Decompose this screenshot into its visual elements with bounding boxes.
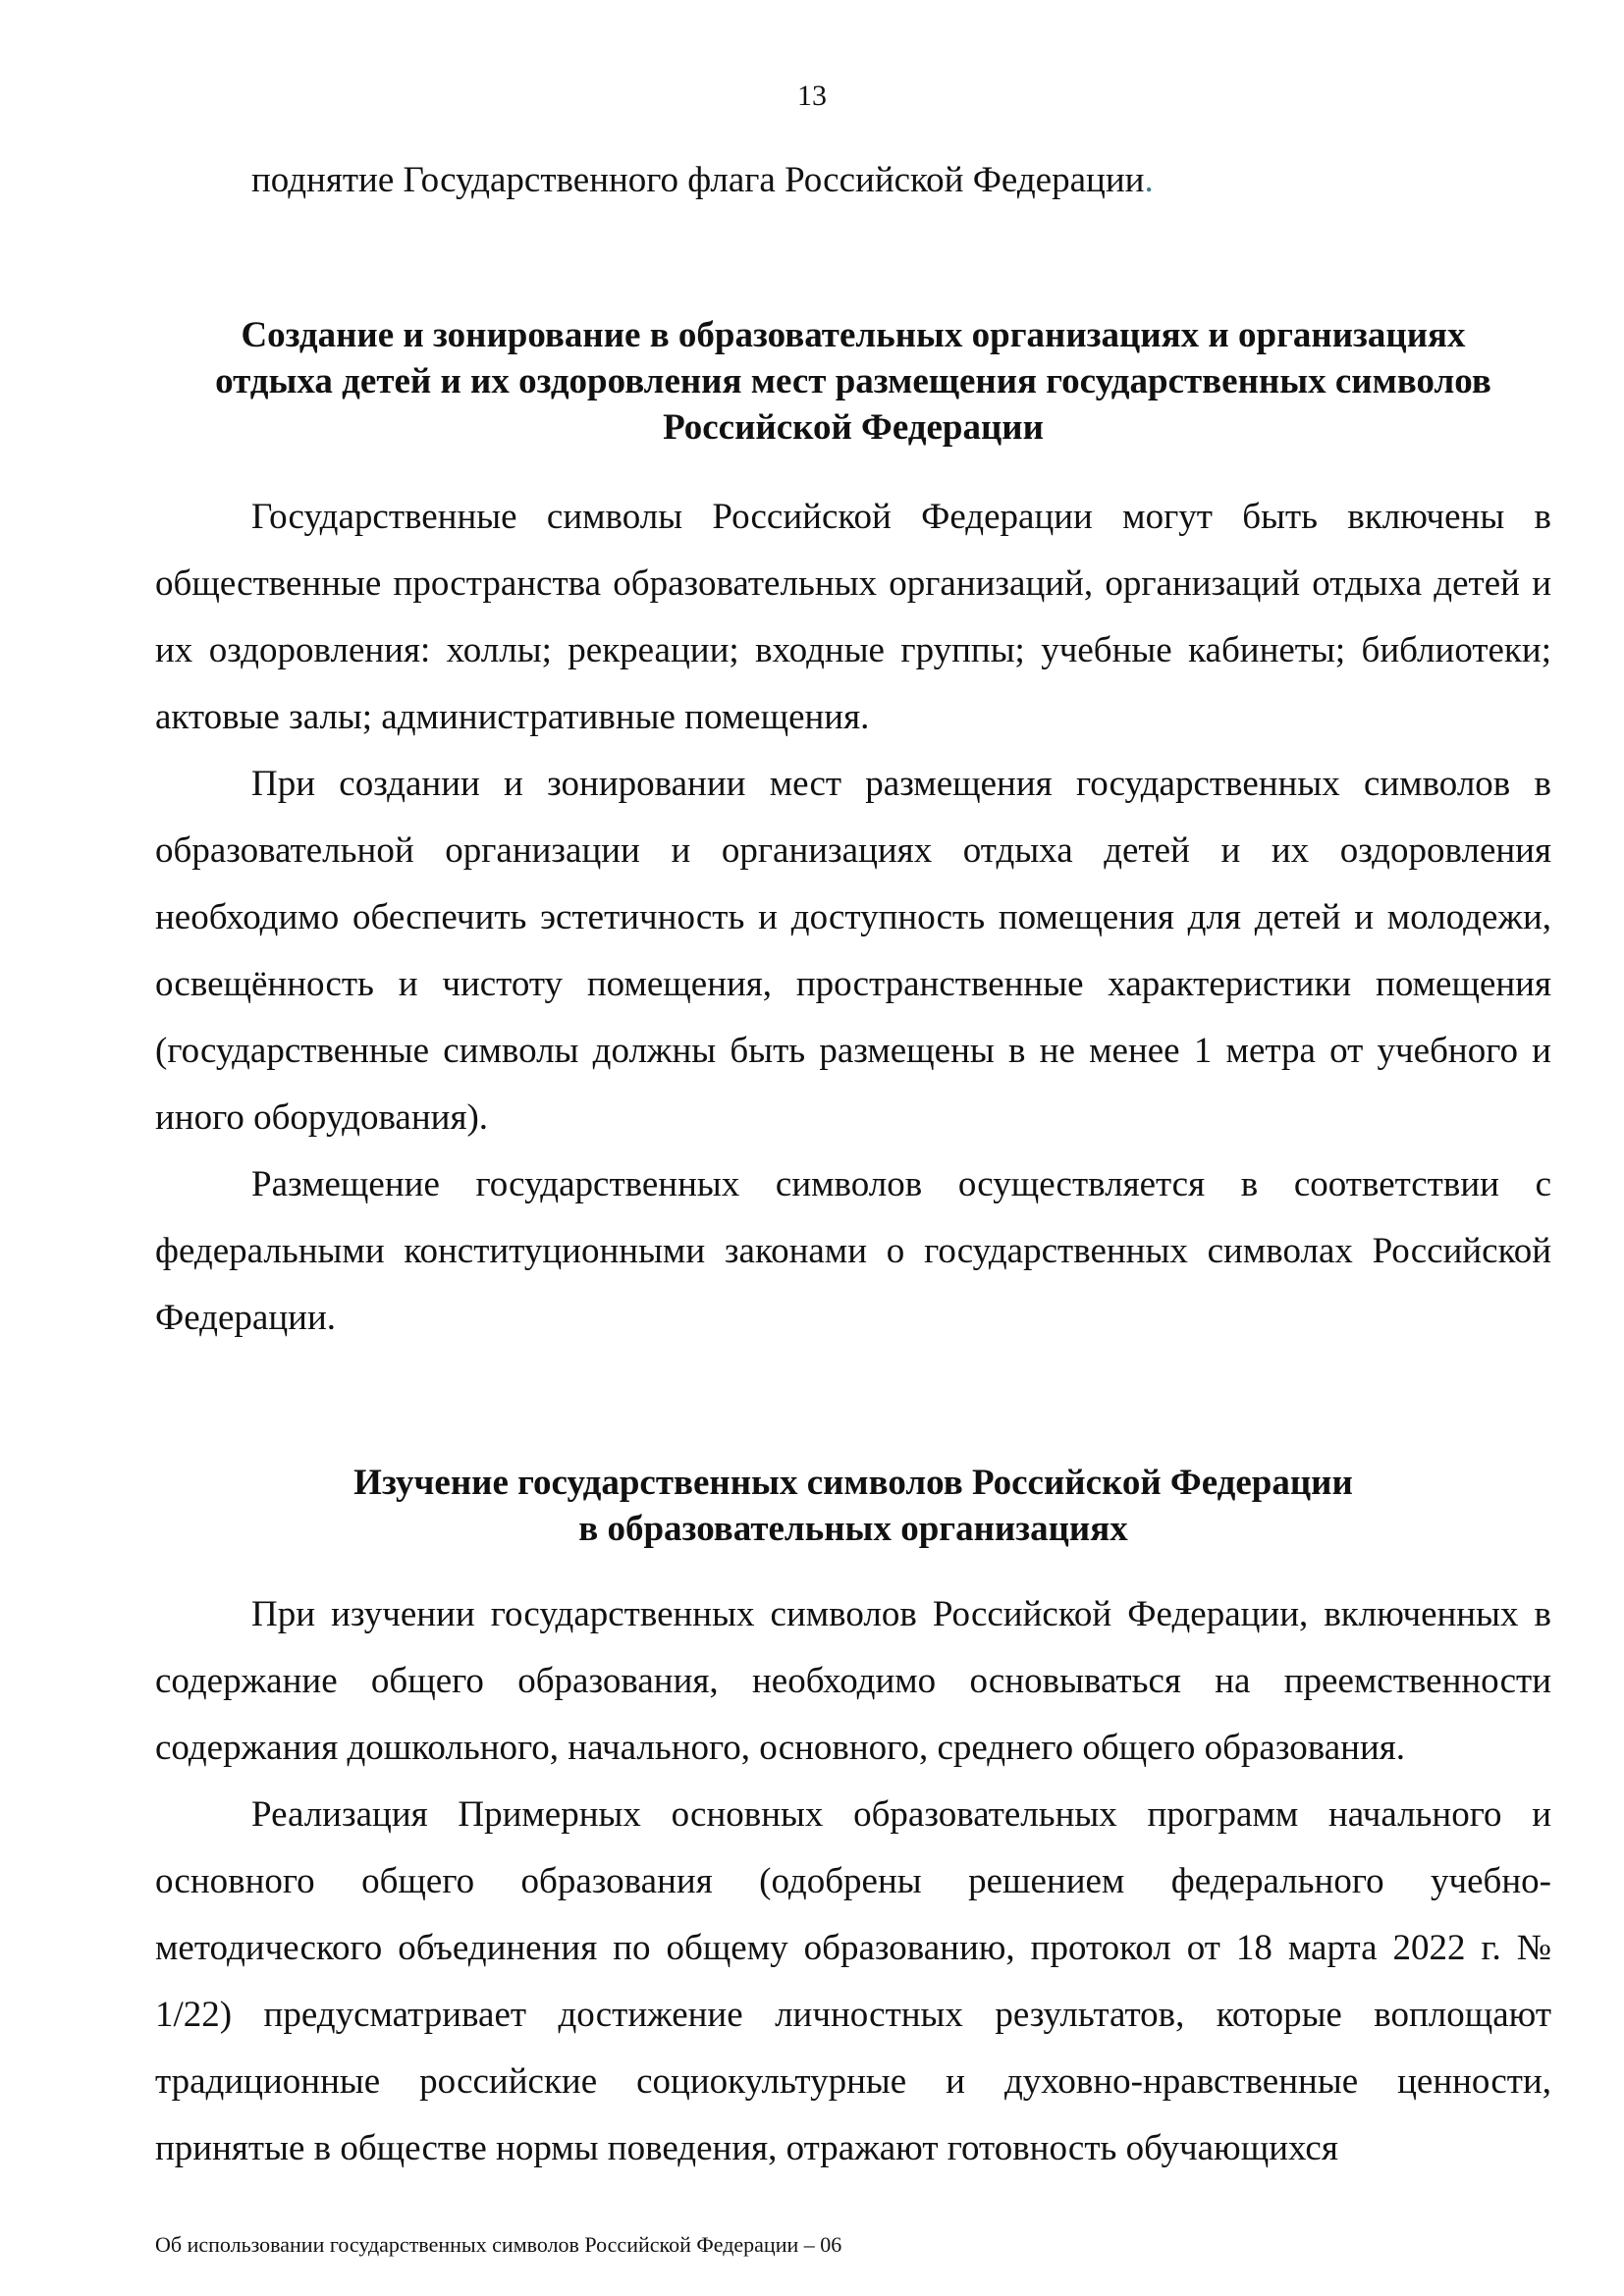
heading-line: отдыха детей и их оздоровления мест размещения государственных символов bbox=[215, 361, 1491, 401]
paragraph: Размещение государственных символов осуществляется в соответствии с федеральными конституционными законами о государственных символах Российской Федерации. bbox=[155, 1164, 1551, 1338]
heading-line: Создание и зонирование в образовательных организациях и организациях bbox=[241, 315, 1466, 355]
heading-line: Российской Федерации bbox=[663, 407, 1044, 448]
intro-text: поднятие Государственного флага Российской Федерации bbox=[251, 160, 1145, 200]
heading-line: в образовательных организациях bbox=[578, 1509, 1128, 1549]
intro-paragraph bbox=[155, 147, 1551, 214]
document-body bbox=[155, 147, 1551, 2182]
paragraph: Реализация Примерных основных образовательных программ начального и основного общего образования (одобрены решением федерального учебно-методического объединения по общему образованию, протокол от 18 марта 2022 г. № 1/22) предусматривает достижение личностных результатов, которые воплощают традиционные российские социокультурные и духовно-нравственные ценности, принятые в обществе нормы поведения, отражают готовность обучающихся bbox=[155, 1794, 1551, 2168]
intro-end-mark: . bbox=[1144, 160, 1154, 200]
paragraph: При создании и зонировании мест размещения государственных символов в образовательной организации и организациях отдыха детей и их оздоровления необходимо обеспечить эстетичность и доступность помещения для детей и молодежи, освещённость и чистоту помещения, пространственные характеристики помещения (государственные символы должны быть размещены в не менее 1 метра от учебного и иного оборудования). bbox=[155, 764, 1551, 1138]
heading-line: Изучение государственных символов Российской Федерации bbox=[353, 1463, 1353, 1503]
section-heading-placement bbox=[155, 312, 1551, 451]
section-heading-study bbox=[155, 1460, 1551, 1552]
page-footer: Об использовании государственных символов Российской Федерации – 06 bbox=[155, 2232, 842, 2257]
paragraph: Государственные символы Российской Федерации могут быть включены в общественные пространства образовательных организаций, организаций отдыха детей и их оздоровления: холлы; рекреации; входные группы; учебные кабинеты; библиотеки; актовые залы; административные помещения. bbox=[155, 497, 1551, 737]
paragraph: При изучении государственных символов Российской Федерации, включенных в содержание общего образования, необходимо основываться на преемственности содержания дошкольного, начального, основного, среднего общего образования. bbox=[155, 1594, 1551, 1768]
page-number: 13 bbox=[797, 80, 827, 112]
